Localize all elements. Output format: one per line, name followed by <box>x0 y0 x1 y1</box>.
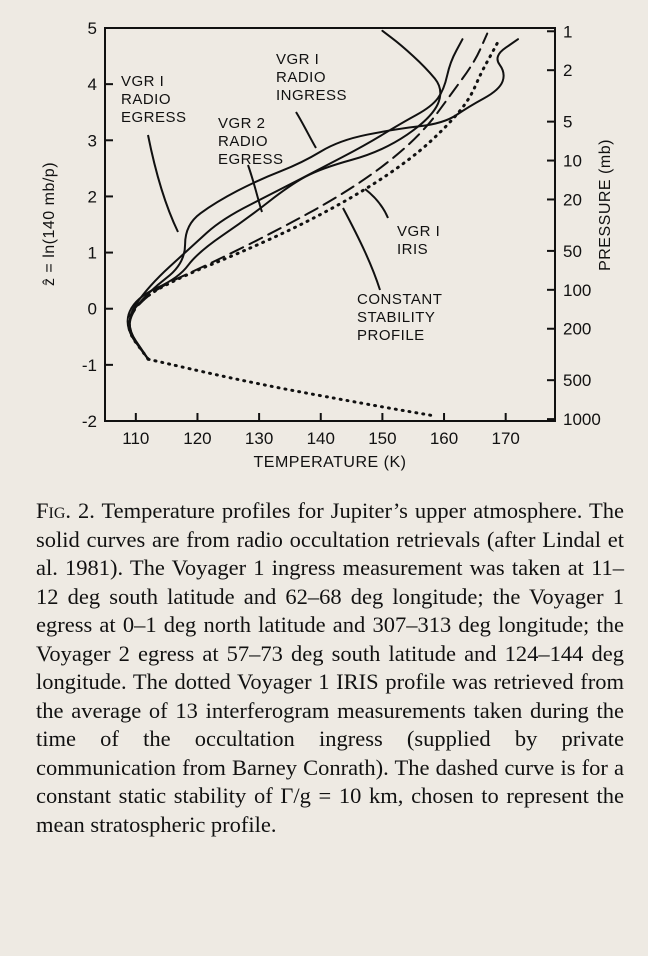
annotation-group <box>121 51 447 344</box>
label-line: VGR 2 <box>218 115 266 132</box>
x-tick-label: 150 <box>368 429 397 448</box>
label-line: EGRESS <box>121 109 187 126</box>
y-tick-label: 1 <box>87 243 97 263</box>
label-line: RADIO <box>276 69 327 86</box>
y-tick-label: 5 <box>87 19 97 38</box>
label-line: VGR I <box>121 73 165 90</box>
y-tick-label: -2 <box>81 412 97 431</box>
y-tick-label: 0 <box>87 299 97 319</box>
pressure-tick-label: 100 <box>563 280 592 300</box>
figure-caption <box>36 497 624 839</box>
x-tick-label: 130 <box>244 429 274 448</box>
x-tick-label: 120 <box>183 429 212 448</box>
x-tick-label: 160 <box>429 429 459 448</box>
leader-constant-stability <box>343 208 380 290</box>
pressure-tick-label: 1000 <box>563 410 601 430</box>
label-line: VGR I <box>276 51 320 68</box>
pressure-axis-title: PRESSURE (mb) <box>597 139 614 271</box>
pressure-tick-label: 500 <box>563 371 592 391</box>
y-tick-label: -1 <box>81 355 97 375</box>
pressure-tick-label: 50 <box>563 241 582 261</box>
label-line: PROFILE <box>357 327 425 344</box>
label-vgr2-egress <box>218 115 284 168</box>
pressure-tick-label: 2 <box>563 61 573 81</box>
pressure-tick-label: 10 <box>563 151 582 171</box>
y-tick-label: 3 <box>87 131 97 151</box>
x-axis-title: TEMPERATURE (K) <box>253 454 407 471</box>
figure-label: Fig. 2. <box>36 498 95 523</box>
x-tick-label: 140 <box>306 429 335 448</box>
label-line: INGRESS <box>276 87 348 104</box>
pressure-tick-label: 200 <box>563 319 592 339</box>
label-line: RADIO <box>121 91 172 108</box>
pressure-tick-label: 1 <box>563 22 573 42</box>
x-tick-label: 110 <box>122 429 150 448</box>
pressure-tick-label: 20 <box>563 190 582 210</box>
label-line: RADIO <box>218 133 269 150</box>
series-line-6 <box>148 359 432 415</box>
label-vgr1-iris <box>397 223 445 258</box>
label-constant-stability <box>357 291 447 344</box>
leader-vgr1-iris <box>365 189 388 218</box>
y-tick-label: 2 <box>87 187 97 207</box>
leader-vgr1-egress <box>148 135 178 232</box>
label-vgr1-egress <box>121 73 187 126</box>
leader-vgr1-ingress <box>296 112 316 148</box>
label-line: EGRESS <box>218 151 284 168</box>
x-tick-group <box>122 413 520 448</box>
y-axis-title: ẑ = ln(140 mb/p) <box>41 161 58 287</box>
label-line: IRIS <box>397 241 429 258</box>
label-line: CONSTANT <box>357 291 443 308</box>
pressure-tick-label: 5 <box>563 112 573 132</box>
label-vgr1-ingress <box>276 51 347 104</box>
x-tick-label: 170 <box>491 429 520 448</box>
y-tick-group <box>82 19 113 431</box>
label-line: STABILITY <box>357 309 436 326</box>
caption-text: Temperature profiles for Jupiter’s upper atmosphere. The solid curves are from radio occultation retrievals (after Lindal et al. 1981). The Voyager 1 ingress measurement was taken at 11–12 deg south latitude and 62–68 deg longitude; the Voyager 1 egress at 0–1 deg north latitude and 307–313 deg longitude; the Voyager 2 egress at 57–73 deg south latitude and 124–144 deg longitude. The dotted Voyager 1 IRIS profile was retrieved from the average of 13 interferogram measurements taken during the time of the occultation ingress (supplied by private communication from Barney Conrath). The dashed curve is for a constant static stability of Γ/g = 10 km, chosen to represent the mean stratospheric profile. <box>36 498 624 837</box>
y-tick-label: 4 <box>87 75 97 95</box>
label-line: VGR I <box>397 223 441 240</box>
